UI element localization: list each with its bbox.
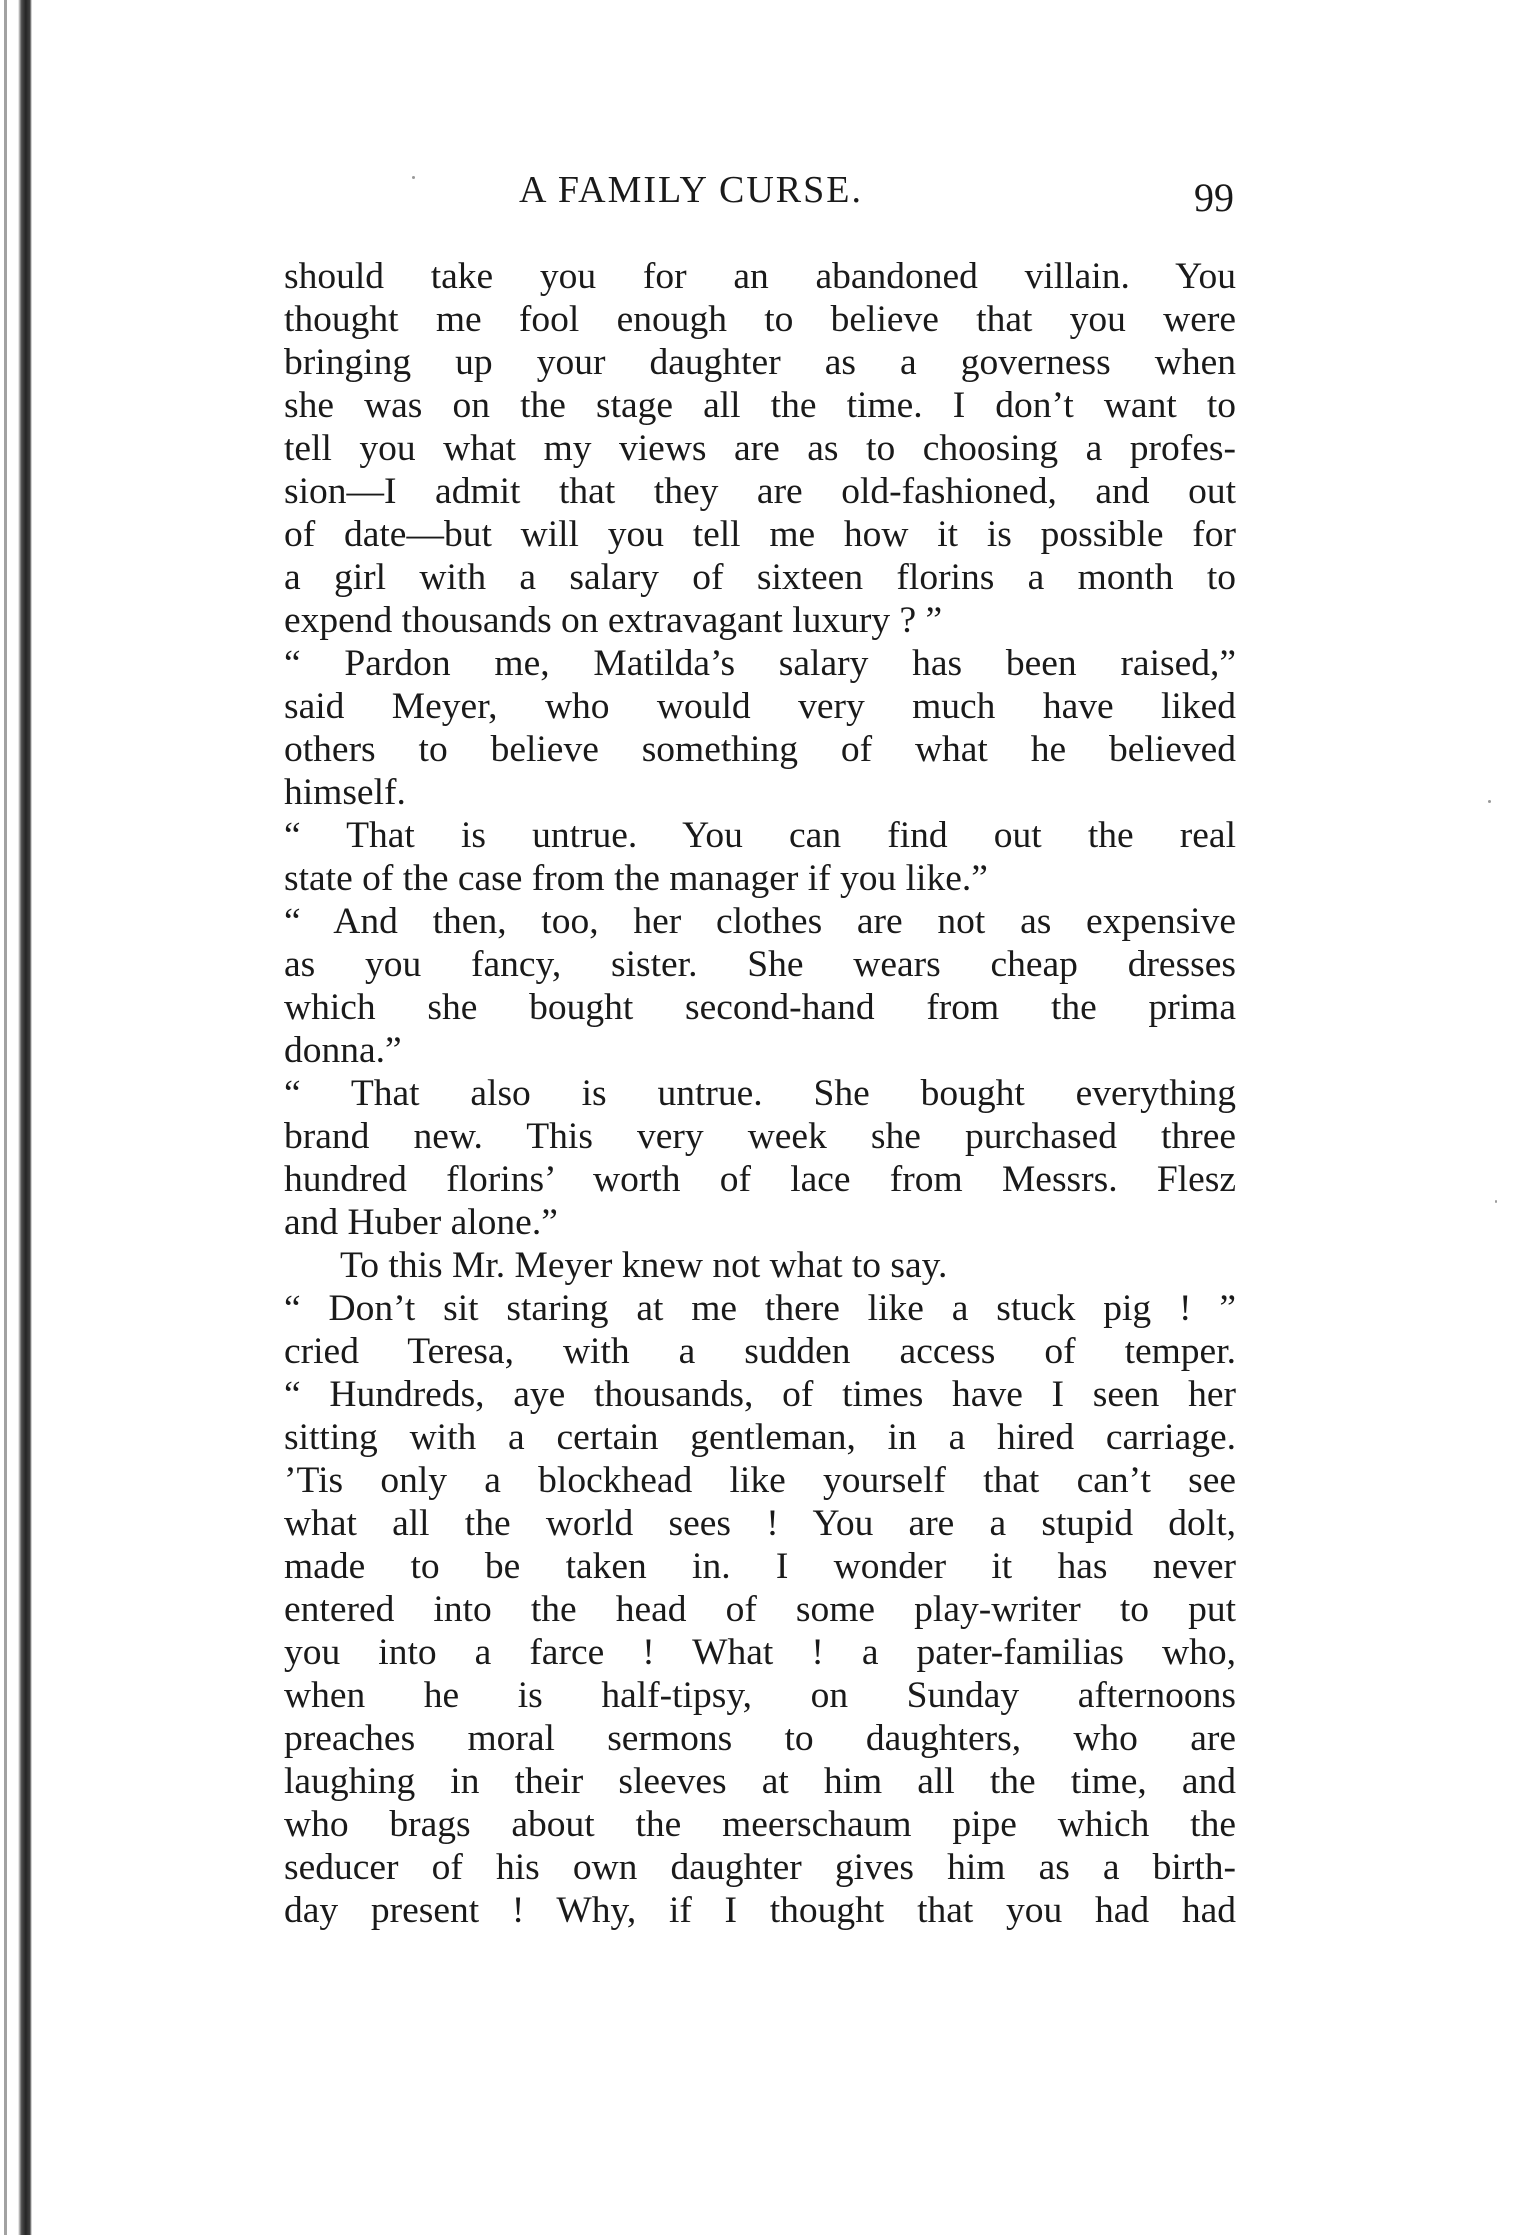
text-line: hundred florins’ worth of lace from Messrs. Flesz (284, 1159, 1236, 1200)
text-line: preaches moral sermons to daughters, who are (284, 1718, 1236, 1759)
text-line: of date—but will you tell me how it is possible for (284, 514, 1236, 555)
page-edge-shadow (4, 0, 7, 2235)
text-line: brand new. This very week she purchased three (284, 1116, 1236, 1157)
text-line: day present ! Why, if I thought that you had had (284, 1890, 1236, 1931)
text-line: should take you for an abandoned villain. You (284, 256, 1236, 297)
text-line: what all the world sees ! You are a stupid dolt, (284, 1503, 1236, 1544)
scan-speck (412, 176, 415, 179)
text-line: said Meyer, who would very much have liked (284, 686, 1236, 727)
text-line: she was on the stage all the time. I don’t want to (284, 385, 1236, 426)
text-line: entered into the head of some play-writer to put (284, 1589, 1236, 1630)
text-line: as you fancy, sister. She wears cheap dresses (284, 944, 1236, 985)
text-line: “ Don’t sit staring at me there like a stuck pig ! ” (284, 1288, 1236, 1329)
text-line: state of the case from the manager if you like.” (284, 858, 988, 899)
running-head (284, 168, 1234, 228)
scan-speck (1488, 800, 1491, 803)
text-line: who brags about the meerschaum pipe which the (284, 1804, 1236, 1845)
text-line: made to be taken in. I wonder it has never (284, 1546, 1236, 1587)
body-text (284, 255, 1236, 1932)
binding-gutter-shadow (18, 0, 32, 2235)
text-line: when he is half-tipsy, on Sunday afternoons (284, 1675, 1236, 1716)
text-line: seducer of his own daughter gives him as a birth- (284, 1847, 1236, 1888)
text-line: “ That also is untrue. She bought everything (284, 1073, 1236, 1114)
text-line: laughing in their sleeves at him all the time, and (284, 1761, 1236, 1802)
page-number: 99 (1194, 175, 1234, 220)
text-line: tell you what my views are as to choosing a profes- (284, 428, 1236, 469)
scan-speck (1495, 1200, 1497, 1203)
text-line: donna.” (284, 1030, 402, 1071)
text-line: sion—I admit that they are old-fashioned, and out (284, 471, 1236, 512)
text-line: bringing up your daughter as a governess when (284, 342, 1236, 383)
text-line: “ Pardon me, Matilda’s salary has been raised,” (284, 643, 1236, 684)
text-line: “ And then, too, her clothes are not as expensive (284, 901, 1236, 942)
text-line: “ That is untrue. You can find out the real (284, 815, 1236, 856)
text-line: a girl with a salary of sixteen florins a month to (284, 557, 1236, 598)
text-line: cried Teresa, with a sudden access of temper. (284, 1331, 1236, 1372)
text-line: “ Hundreds, aye thousands, of times have I seen her (284, 1374, 1236, 1415)
text-line: sitting with a certain gentleman, in a hired carriage. (284, 1417, 1236, 1458)
running-title: A FAMILY CURSE. (519, 169, 863, 211)
text-line: you into a farce ! What ! a pater-familias who, (284, 1632, 1236, 1673)
text-line: and Huber alone.” (284, 1202, 558, 1243)
text-line: which she bought second-hand from the prima (284, 987, 1236, 1028)
text-line: ’Tis only a blockhead like yourself that can’t see (284, 1460, 1236, 1501)
text-line: To this Mr. Meyer knew not what to say. (340, 1245, 948, 1286)
text-line: himself. (284, 772, 406, 813)
text-line: others to believe something of what he believed (284, 729, 1236, 770)
text-line: expend thousands on extravagant luxury ? ” (284, 600, 943, 641)
text-line: thought me fool enough to believe that you were (284, 299, 1236, 340)
